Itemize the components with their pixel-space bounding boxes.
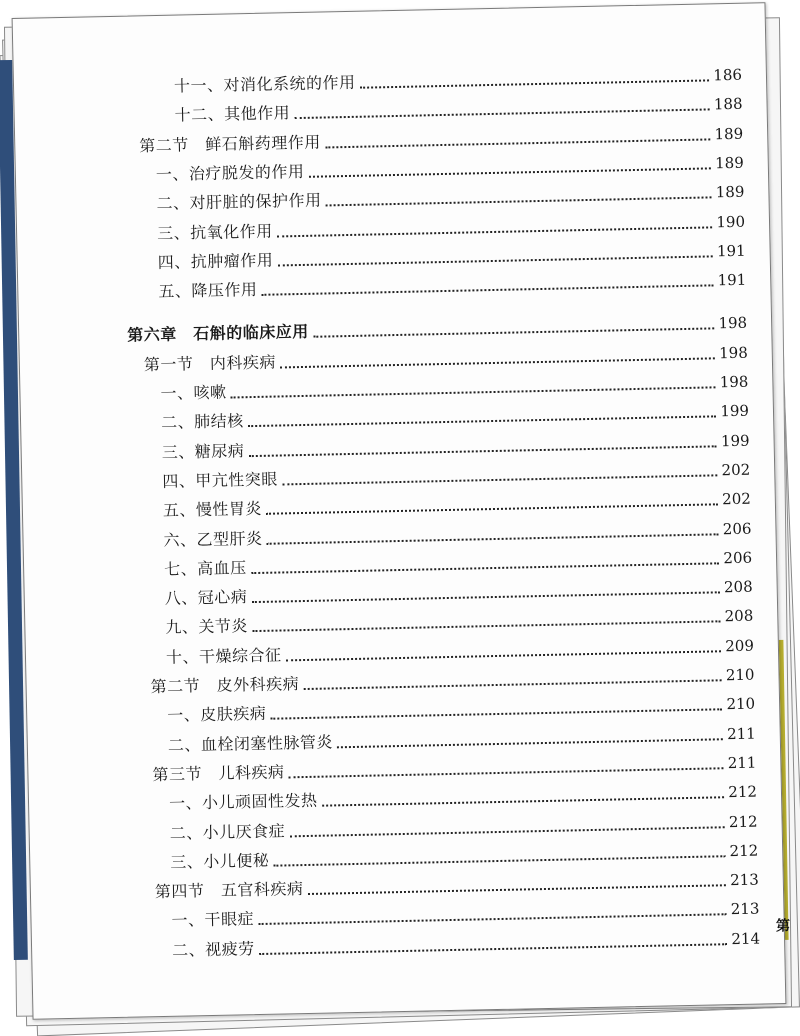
toc-entry-label: 一、干眼症 [171, 909, 255, 931]
toc-entry-label: 二、血栓闭塞性脉管炎 [167, 732, 334, 755]
toc-leader-dots [251, 581, 720, 603]
toc-item-row [170, 839, 758, 873]
toc-leader-dots [258, 904, 727, 926]
toc-entry-label: 二、小儿厌食症 [169, 820, 286, 843]
toc-entry-label: 五、慢性胃炎 [162, 499, 263, 521]
toc-leader-dots [277, 245, 713, 266]
toc-page-number: 211 [727, 753, 757, 773]
toc-leader-dots [303, 669, 722, 690]
toc-entry-label: 六、乙型肝炎 [163, 528, 263, 550]
toc-item-row [162, 459, 750, 493]
toc-entry-label: 一、治疗脱发的作用 [155, 161, 305, 184]
toc-page-number: 186 [713, 65, 743, 85]
toc-leader-dots [359, 69, 709, 88]
toc-leader-dots [248, 435, 717, 457]
toc-entry-label: 二、视疲劳 [171, 938, 255, 960]
toc-page-number: 191 [717, 270, 747, 290]
toc-item-row [164, 546, 752, 580]
toc-entry-label: 十一、对消化系统的作用 [173, 72, 356, 96]
toc-item-row [174, 64, 742, 98]
toc-page-number: 213 [729, 870, 759, 890]
toc-page-number: 199 [720, 431, 750, 450]
toc-section-row [152, 751, 756, 786]
toc-page-number: 191 [716, 241, 746, 261]
toc-leader-dots [266, 523, 718, 544]
toc-entry-label: 二、肺结核 [160, 411, 244, 433]
toc-leader-dots [337, 728, 724, 748]
toc-page-number: 199 [720, 401, 750, 421]
toc-page-number: 189 [715, 182, 745, 202]
toc-section-row [155, 869, 759, 904]
toc-entry-label: 十二、其他作用 [174, 103, 291, 125]
toc-page-number: 188 [713, 95, 743, 114]
toc-page-number: 213 [730, 899, 760, 919]
toc-page-number: 189 [714, 124, 744, 143]
toc-page-number: 202 [721, 460, 751, 480]
toc-page-number: 210 [725, 665, 755, 685]
toc-leader-dots [289, 816, 725, 837]
toc-entry-label: 第四节 五官科疾病 [154, 879, 304, 902]
toc-leader-dots [266, 494, 718, 515]
toc-entry-label: 第三节 儿科疾病 [152, 762, 285, 785]
toc-entry-label: 一、皮肤疾病 [167, 704, 267, 726]
toc-item-row [156, 181, 744, 215]
toc-page-number: 212 [728, 812, 758, 831]
toc-leader-dots [282, 464, 718, 485]
toc-item-row [163, 517, 751, 551]
toc-page [12, 2, 787, 1020]
toc-item-row [172, 927, 760, 961]
toc-leader-dots [285, 640, 721, 661]
toc-leader-dots [321, 786, 724, 806]
toc-item-row [171, 898, 759, 932]
toc-leader-dots [313, 318, 715, 338]
toc-page-number: 209 [725, 636, 755, 655]
toc-leader-dots [280, 347, 715, 368]
toc-item-row [158, 269, 746, 303]
toc-section-row [139, 122, 743, 157]
toc-item-row [167, 693, 755, 727]
toc-item-row [174, 93, 742, 127]
toc-entry-label: 第二节 鲜石斛药理作用 [139, 132, 321, 155]
toc-entry-label: 一、咳嗽 [160, 382, 227, 403]
toc-item-row [169, 781, 757, 815]
toc-page-number: 190 [716, 212, 746, 231]
toc-page-number: 198 [718, 343, 748, 362]
toc-leader-dots [270, 699, 722, 720]
toc-entry-label: 一、小儿顽固性发热 [168, 790, 318, 814]
toc-entry-label: 三、抗氧化作用 [156, 221, 273, 243]
toc-item-row [157, 210, 745, 244]
toc-item-row [169, 810, 757, 844]
toc-entry-label: 五、降压作用 [158, 280, 258, 302]
toc-leader-dots [307, 874, 726, 895]
toc-leader-dots [251, 552, 720, 574]
toc-chapter-row [127, 312, 747, 347]
toc-entry-label: 九、关节炎 [165, 616, 249, 638]
toc-page-number: 198 [718, 314, 748, 333]
toc-entry-label: 七、高血压 [163, 558, 247, 579]
toc-item-row [163, 488, 751, 522]
toc-leader-dots [294, 99, 710, 120]
toc-page-number: 206 [722, 519, 752, 538]
toc-leader-dots [276, 216, 712, 237]
toc-leader-dots [325, 128, 711, 148]
side-edge-text: 第 [774, 918, 790, 932]
toc-section-row [150, 664, 754, 699]
toc-page-number: 189 [714, 153, 744, 173]
toc-item-row [168, 722, 756, 756]
toc-page-number: 202 [721, 489, 752, 509]
toc-item-row [165, 576, 753, 610]
toc-item-row [156, 152, 744, 186]
toc-page-number: 208 [723, 577, 753, 597]
toc-entry-label: 十、干燥综合征 [165, 645, 282, 667]
toc-page-number: 212 [728, 782, 758, 802]
toc-entry-label: 四、抗肿瘤作用 [157, 250, 274, 272]
toc-entry-label: 八、冠心病 [164, 587, 248, 609]
toc-leader-dots [273, 845, 725, 866]
toc-page-number: 211 [726, 724, 756, 743]
toc-item-row [158, 239, 746, 273]
toc-page-number: 214 [731, 929, 761, 948]
toc-entry-label: 第一节 内科疾病 [143, 352, 277, 374]
toc-entry-label: 二、对肝脏的保护作用 [156, 190, 322, 214]
toc-item-row [161, 429, 749, 463]
toc-page-number: 210 [726, 694, 756, 714]
toc-entry-label: 三、糖尿病 [161, 440, 245, 462]
table-of-contents [13, 3, 786, 1019]
toc-leader-dots [230, 376, 715, 398]
toc-leader-dots [325, 187, 712, 207]
toc-item-row [165, 605, 753, 639]
toc-entry-label: 四、甲亢性突眼 [162, 469, 279, 491]
toc-leader-dots [247, 406, 716, 428]
toc-entry-label: 三、小儿便秘 [170, 850, 270, 872]
toc-page-number: 212 [729, 841, 759, 860]
toc-item-row [160, 371, 748, 405]
toc-leader-dots [261, 274, 713, 295]
toc-page-number: 208 [724, 606, 754, 626]
toc-item-row [161, 400, 749, 434]
toc-page-number: 206 [723, 548, 753, 568]
toc-leader-dots [288, 757, 723, 778]
toc-entry-label: 第六章 石斛的临床应用 [127, 322, 309, 346]
toc-leader-dots [308, 157, 711, 177]
toc-item-row [166, 634, 754, 668]
toc-page-number: 198 [719, 372, 749, 392]
toc-leader-dots [252, 611, 721, 633]
toc-leader-dots [259, 933, 728, 955]
toc-section-row [144, 341, 748, 376]
toc-entry-label: 第二节 皮外科疾病 [150, 674, 300, 697]
